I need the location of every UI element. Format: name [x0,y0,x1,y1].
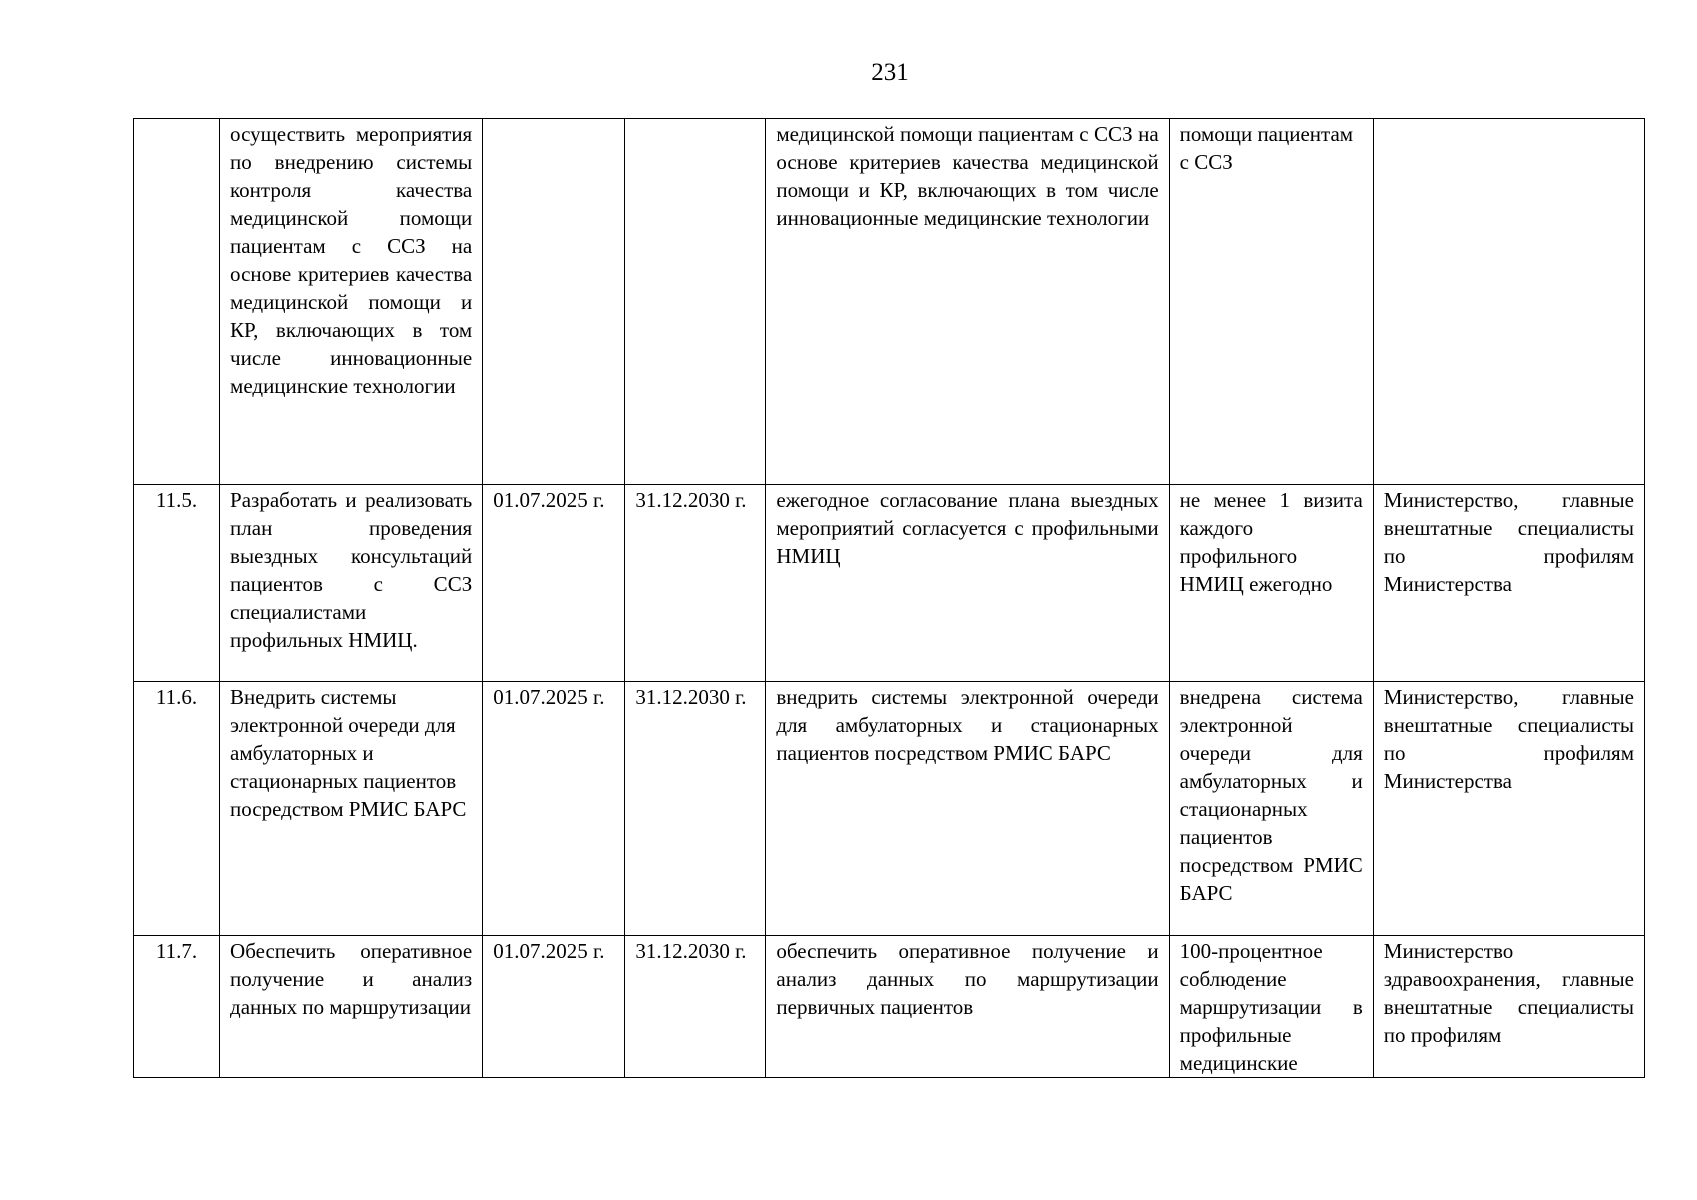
end-date-cell: 31.12.2030 г. [625,485,766,682]
result-cell: внедрить системы электронной очереди для амбулаторных и стационарных пациентов посредством РМИС БАРС [766,682,1169,936]
row-number: 11.7. [134,936,220,1078]
result-cell: обеспечить оперативное получение и анализ данных по маршрутизации первичных пациентов [766,936,1169,1078]
end-date-cell: 31.12.2030 г. [625,682,766,936]
table-row [134,682,1645,936]
table-row [134,936,1645,1078]
table-row [134,485,1645,682]
start-date-cell: 01.07.2025 г. [483,682,625,936]
start-date-cell: 01.07.2025 г. [483,485,625,682]
row-number: 11.6. [134,682,220,936]
indicator-cell: не менее 1 визита каждого профильного НМИЦ ежегодно [1169,485,1373,682]
row-number: 11.5. [134,485,220,682]
task-cell: Обеспечить оперативное получение и анализ данных по маршрутизации [220,936,483,1078]
indicator-cell: помощи пациентам с ССЗ [1169,119,1373,485]
start-date-cell [483,119,625,485]
page-number: 231 [871,59,909,86]
responsible-cell [1373,119,1644,485]
task-cell: осуществить мероприятия по внедрению системы контроля качества медицинской помощи пациентам с ССЗ на основе критериев качества медицинской помощи и КР, включающих в том числе инновационные медицинские технологии [220,119,483,485]
table-row [134,119,1645,485]
task-cell: Внедрить системы электронной очереди для амбулаторных и стационарных пациентов посредством РМИС БАРС [220,682,483,936]
result-cell: ежегодное согласование плана выездных мероприятий согласуется с профильными НМИЦ [766,485,1169,682]
responsible-cell: Министерство, главные внештатные специалисты по профилям Министерства [1373,485,1644,682]
responsible-cell: Министерство, главные внештатные специалисты по профилям Министерства [1373,682,1644,936]
responsible-cell: Министерство здравоохранения, главные внештатные специалисты по профилям [1373,936,1644,1078]
start-date-cell: 01.07.2025 г. [483,936,625,1078]
end-date-cell [625,119,766,485]
task-cell: Разработать и реализовать план проведения выездных консультаций пациентов с ССЗ специалистами профильных НМИЦ. [220,485,483,682]
result-cell: медицинской помощи пациентам с ССЗ на основе критериев качества медицинской помощи и КР, включающих в том числе инновационные медицинские технологии [766,119,1169,485]
indicator-cell: 100-процентное соблюдение маршрутизации в профильные медицинские [1169,936,1373,1078]
indicator-cell: внедрена система электронной очереди для амбулаторных и стационарных пациентов посредством РМИС БАРС [1169,682,1373,936]
row-number [134,119,220,485]
plan-table [133,118,1645,1078]
end-date-cell: 31.12.2030 г. [625,936,766,1078]
